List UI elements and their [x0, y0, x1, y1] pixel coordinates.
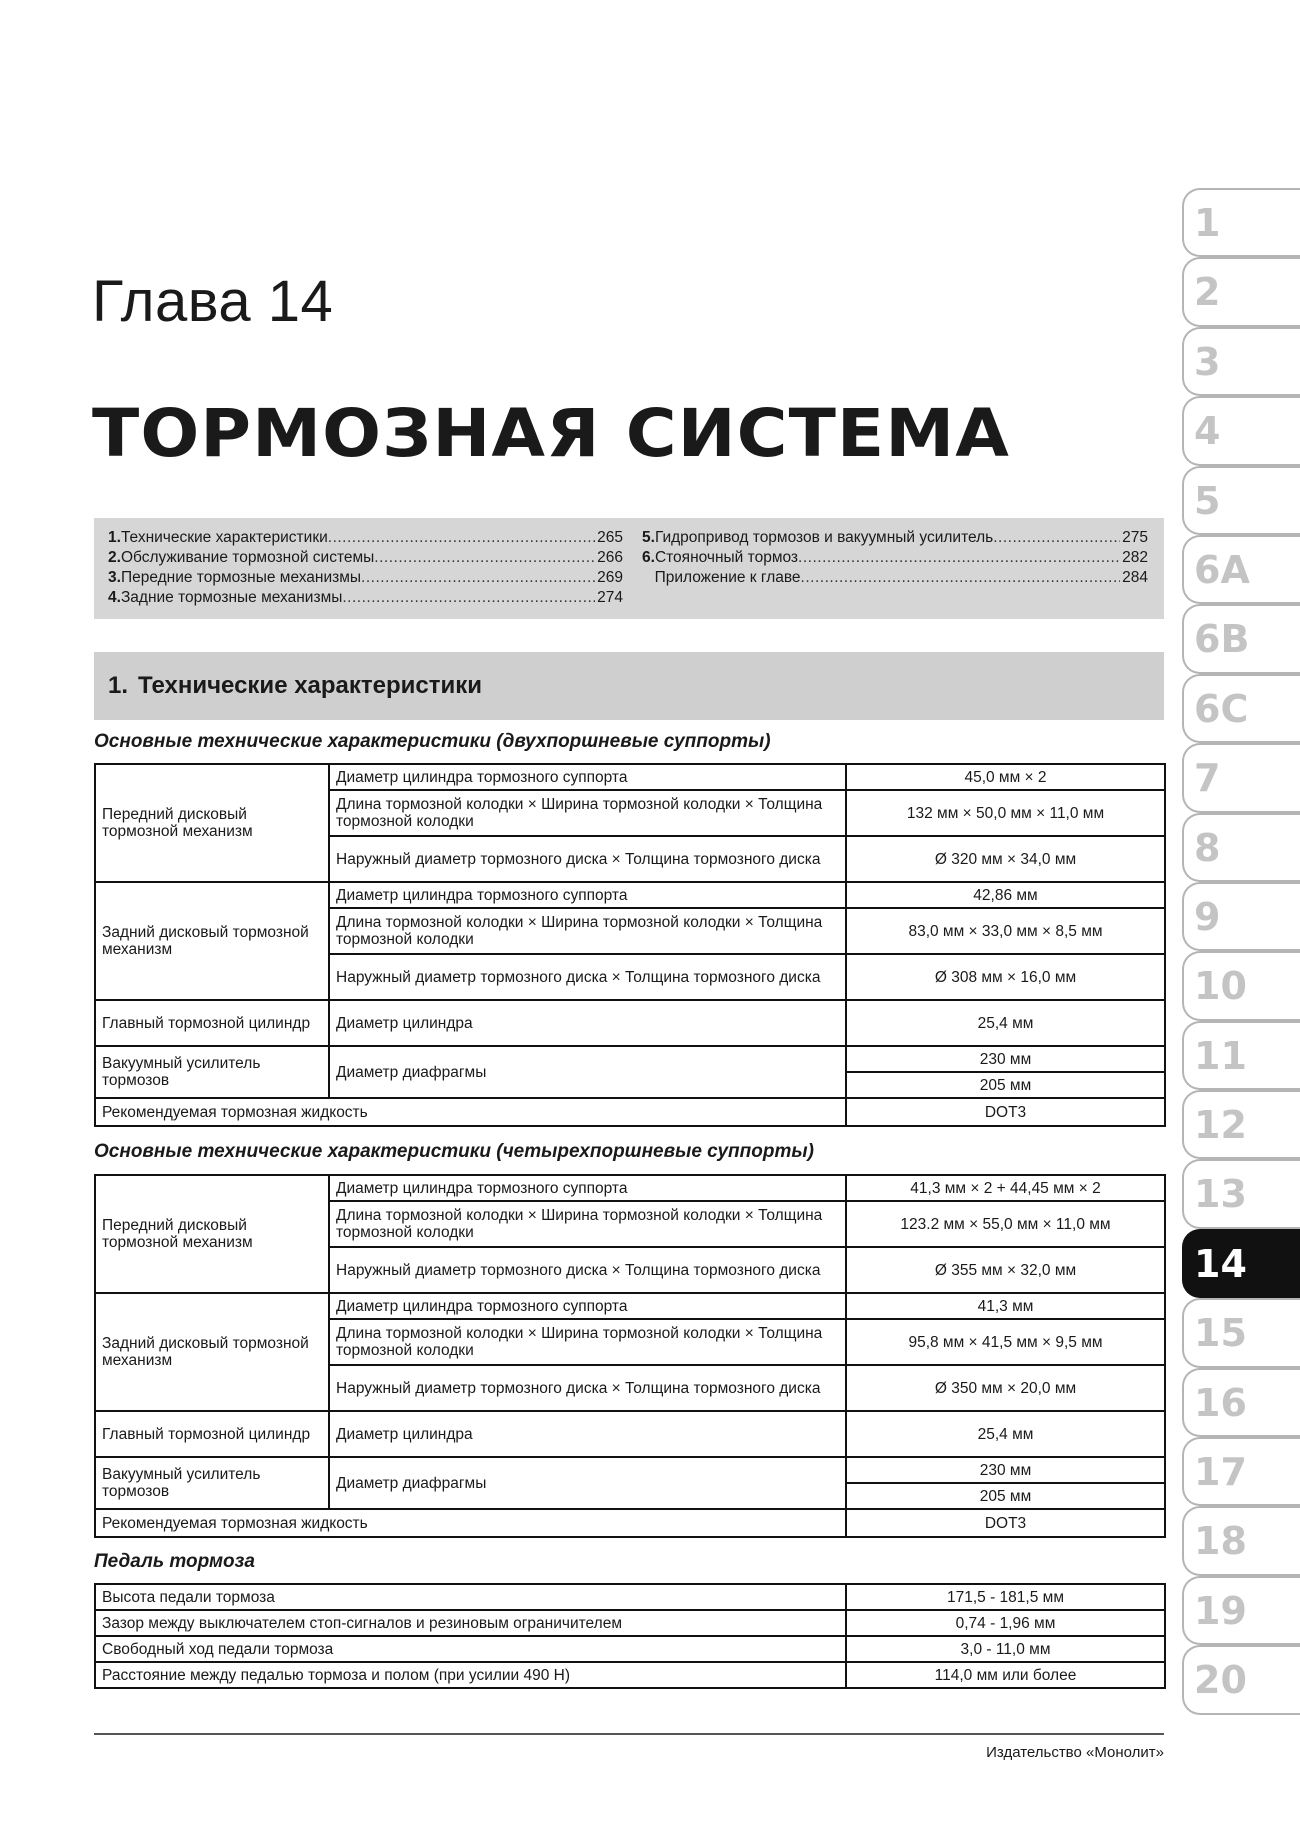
toc-item-page: 266 [597, 549, 623, 566]
table-row [95, 1509, 1165, 1537]
chapter-tab[interactable]: 9 [1182, 882, 1300, 951]
group-cell: Задний дисковый тормозной механизм [95, 882, 329, 1000]
value-cell: Ø 308 мм × 16,0 мм [846, 954, 1165, 1000]
toc-leader [328, 528, 595, 548]
table-row [95, 1584, 1165, 1610]
section-header [94, 652, 1164, 720]
toc-item-number: 3. [108, 569, 121, 586]
group-cell: Передний дисковый тормозной механизм [95, 764, 329, 882]
chapter-tab[interactable]: 15 [1182, 1298, 1300, 1367]
param-cell: Диаметр цилиндра тормозного суппорта [329, 1293, 846, 1319]
toc-item-page: 282 [1122, 549, 1148, 566]
value-cell: 83,0 мм × 33,0 мм × 8,5 мм [846, 908, 1165, 954]
chapter-tab[interactable]: 1 [1182, 188, 1300, 257]
param-cell: Диаметр диафрагмы [329, 1457, 846, 1509]
param-cell: Рекомендуемая тормозная жидкость [95, 1509, 846, 1537]
chapter-tab[interactable]: 12 [1182, 1090, 1300, 1159]
param-cell: Диаметр цилиндра тормозного суппорта [329, 764, 846, 790]
toc-item-title: Задние тормозные механизмы [120, 589, 343, 606]
toc-leader [374, 548, 595, 568]
table-row [95, 1457, 1165, 1483]
toc-item-number: 2. [108, 549, 121, 566]
table-row [95, 1046, 1165, 1072]
chapter-tab[interactable]: 4 [1182, 396, 1300, 465]
chapter-tab[interactable]: 14 [1182, 1229, 1300, 1298]
toc-item[interactable] [642, 548, 1148, 568]
table1-heading: Основные технические характеристики (двухпоршневые суппорты) [94, 731, 771, 752]
toc-column-right [642, 528, 1148, 588]
value-cell: 41,3 мм [846, 1293, 1165, 1319]
section-title: Технические характеристики [138, 672, 483, 699]
param-cell: Диаметр цилиндра тормозного суппорта [329, 1175, 846, 1201]
toc-item-page: 265 [597, 529, 623, 546]
value-cell: 45,0 мм × 2 [846, 764, 1165, 790]
value-cell: 132 мм × 50,0 мм × 11,0 мм [846, 790, 1165, 836]
toc-item[interactable] [108, 548, 623, 568]
toc-item[interactable] [108, 568, 623, 588]
param-cell: Наружный диаметр тормозного диска × Толщина тормозного диска [329, 954, 846, 1000]
param-cell: Диаметр диафрагмы [329, 1046, 846, 1098]
group-cell: Главный тормозной цилиндр [95, 1000, 329, 1046]
value-cell: 114,0 мм или более [846, 1662, 1165, 1688]
toc-item-title: Приложение к главе [654, 569, 801, 586]
toc-item-number: 1. [108, 529, 121, 546]
toc-item[interactable] [108, 528, 623, 548]
chapter-tab[interactable]: 6B [1182, 604, 1300, 673]
chapter-tab[interactable]: 20 [1182, 1645, 1300, 1714]
chapter-tab[interactable]: 13 [1182, 1159, 1300, 1228]
chapter-tab[interactable]: 11 [1182, 1021, 1300, 1090]
toc-item-title: Передние тормозные механизмы [120, 569, 362, 586]
value-cell: 205 мм [846, 1072, 1165, 1098]
chapter-tab[interactable]: 3 [1182, 327, 1300, 396]
chapter-tab[interactable]: 8 [1182, 813, 1300, 882]
toc-leader [993, 528, 1120, 548]
toc-item-page: 274 [597, 589, 623, 606]
param-cell: Расстояние между педалью тормоза и полом (при усилии 490 Н) [95, 1662, 846, 1688]
group-cell: Главный тормозной цилиндр [95, 1411, 329, 1457]
value-cell: 25,4 мм [846, 1000, 1165, 1046]
value-cell: 230 мм [846, 1457, 1165, 1483]
toc-leader [801, 568, 1121, 588]
value-cell: 42,86 мм [846, 882, 1165, 908]
toc-leader [361, 568, 595, 588]
table-row [95, 882, 1165, 908]
param-cell: Зазор между выключателем стоп-сигналов и резиновым ограничителем [95, 1610, 846, 1636]
toc-item-page: 269 [597, 569, 623, 586]
toc-item-number: 6. [642, 549, 655, 566]
group-cell: Вакуумный усилитель тормозов [95, 1046, 329, 1098]
section-number: 1. [108, 672, 129, 699]
param-cell: Диаметр цилиндра [329, 1000, 846, 1046]
toc-item-title: Технические характеристики [120, 529, 328, 546]
table-row [95, 1636, 1165, 1662]
group-cell: Вакуумный усилитель тормозов [95, 1457, 329, 1509]
value-cell: Ø 355 мм × 32,0 мм [846, 1247, 1165, 1293]
chapter-tab[interactable]: 10 [1182, 951, 1300, 1020]
chapter-title: ТОРМОЗНАЯ СИСТЕМА [92, 395, 1010, 472]
chapter-tabs [1182, 188, 1300, 1715]
spec-table-two-piston [94, 763, 1166, 1127]
chapter-label: Глава 14 [92, 269, 334, 334]
toc-item[interactable] [642, 568, 1148, 588]
value-cell: Ø 350 мм × 20,0 мм [846, 1365, 1165, 1411]
table-row [95, 1610, 1165, 1636]
chapter-tab[interactable]: 17 [1182, 1437, 1300, 1506]
table-row [95, 1411, 1165, 1457]
param-cell: Длина тормозной колодки × Ширина тормозной колодки × Толщина тормозной колодки [329, 1201, 846, 1247]
value-cell: 95,8 мм × 41,5 мм × 9,5 мм [846, 1319, 1165, 1365]
chapter-tab[interactable]: 6A [1182, 535, 1300, 604]
param-cell: Длина тормозной колодки × Ширина тормозной колодки × Толщина тормозной колодки [329, 790, 846, 836]
value-cell: Ø 320 мм × 34,0 мм [846, 836, 1165, 882]
toc-item-number: 5. [642, 529, 655, 546]
param-cell: Рекомендуемая тормозная жидкость [95, 1098, 846, 1126]
table3-heading: Педаль тормоза [94, 1551, 255, 1572]
toc-item-page: 275 [1122, 529, 1148, 546]
param-cell: Диаметр цилиндра [329, 1411, 846, 1457]
toc-item[interactable] [642, 528, 1148, 548]
chapter-tab[interactable]: 16 [1182, 1368, 1300, 1437]
table-row [95, 1175, 1165, 1201]
footer-divider [94, 1733, 1164, 1735]
toc-item-page: 284 [1122, 569, 1148, 586]
value-cell: 171,5 - 181,5 мм [846, 1584, 1165, 1610]
table2-heading: Основные технические характеристики (четырехпоршневые суппорты) [94, 1141, 814, 1162]
toc-leader [342, 588, 595, 608]
value-cell: 25,4 мм [846, 1411, 1165, 1457]
chapter-tab[interactable]: 5 [1182, 466, 1300, 535]
toc-leader [798, 548, 1120, 568]
table-row [95, 1293, 1165, 1319]
footer-publisher: Издательство «Монолит» [986, 1744, 1164, 1761]
toc-item[interactable] [108, 588, 623, 608]
chapter-tab[interactable]: 2 [1182, 257, 1300, 326]
value-cell: 123.2 мм × 55,0 мм × 11,0 мм [846, 1201, 1165, 1247]
value-cell: 230 мм [846, 1046, 1165, 1072]
param-cell: Наружный диаметр тормозного диска × Толщина тормозного диска [329, 836, 846, 882]
value-cell: 41,3 мм × 2 + 44,45 мм × 2 [846, 1175, 1165, 1201]
param-cell: Длина тормозной колодки × Ширина тормозной колодки × Толщина тормозной колодки [329, 1319, 846, 1365]
chapter-tab[interactable]: 18 [1182, 1506, 1300, 1575]
spec-table-four-piston [94, 1174, 1166, 1538]
toc-item-title: Обслуживание тормозной системы [120, 549, 375, 566]
param-cell: Наружный диаметр тормозного диска × Толщина тормозного диска [329, 1247, 846, 1293]
toc-item-title: Стояночный тормоз [654, 549, 799, 566]
param-cell: Длина тормозной колодки × Ширина тормозной колодки × Толщина тормозной колодки [329, 908, 846, 954]
chapter-tab[interactable]: 7 [1182, 743, 1300, 812]
value-cell: 0,74 - 1,96 мм [846, 1610, 1165, 1636]
value-cell: 3,0 - 11,0 мм [846, 1636, 1165, 1662]
table-row [95, 1000, 1165, 1046]
toc-column-left [108, 528, 623, 608]
chapter-tab[interactable]: 19 [1182, 1576, 1300, 1645]
spec-table-pedal [94, 1583, 1166, 1689]
group-cell: Задний дисковый тормозной механизм [95, 1293, 329, 1411]
param-cell: Свободный ход педали тормоза [95, 1636, 846, 1662]
value-cell: 205 мм [846, 1483, 1165, 1509]
table-row [95, 1662, 1165, 1688]
table-of-contents [94, 518, 1164, 619]
value-cell: DOT3 [846, 1098, 1165, 1126]
table-row [95, 1098, 1165, 1126]
toc-item-number: 4. [108, 589, 121, 606]
value-cell: DOT3 [846, 1509, 1165, 1537]
group-cell: Передний дисковый тормозной механизм [95, 1175, 329, 1293]
table-row [95, 764, 1165, 790]
param-cell: Наружный диаметр тормозного диска × Толщина тормозного диска [329, 1365, 846, 1411]
toc-item-number [642, 568, 655, 588]
chapter-tab[interactable]: 6C [1182, 674, 1300, 743]
param-cell: Диаметр цилиндра тормозного суппорта [329, 882, 846, 908]
param-cell: Высота педали тормоза [95, 1584, 846, 1610]
toc-item-title: Гидропривод тормозов и вакуумный усилитель [654, 529, 994, 546]
